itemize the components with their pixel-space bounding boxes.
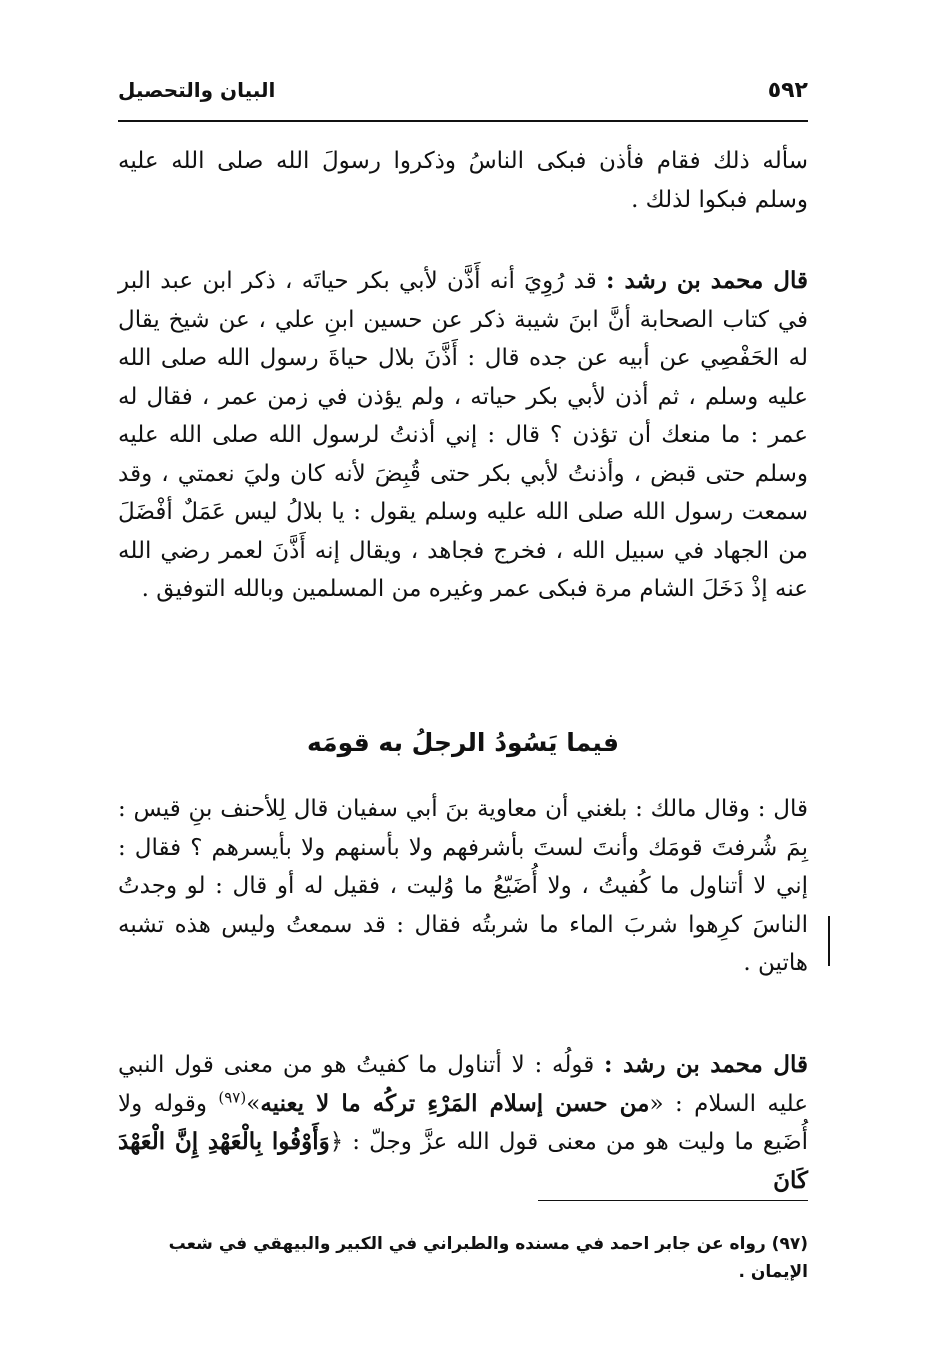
paragraph-3-text: قال : وقال مالك : بلغني أن معاوية بنَ أبي سفيان قال لِلأحنف بنِ قيس : بِمَ شُرفتَ قومَك وأنتَ لستَ بأشرفهم ولا بأسنهم ولا بأيسرهم ؟ فقال : إني لا أتناول ما كُفيتُ ، ولا أُضَيّعُ ما وُليت ، فقيل له أو قال : لو وجدتُ الناسَ كرِهوا شربَ الماء ما شربتُه فقال : قد سمعتُ وليس هذه تشبه هاتين . [118,796,808,976]
paragraph-2 [118,262,808,609]
paragraph-4-text-b: » [246,1090,261,1117]
page-number: ٥٩٢ [767,78,808,103]
quran-quote: وَأَوْفُوا بِالْعَهْدِ إِنَّ الْعَهْدَ كَانَ [118,1128,808,1194]
paragraph-2-lead: قال محمد بن رشد : [606,267,808,294]
paragraph-1 [118,142,808,219]
footnote [118,1230,808,1286]
footnote-rule [538,1200,808,1201]
section-heading: فيما يَسُودُ الرجلُ به قومَه [307,728,619,757]
margin-mark [828,916,830,966]
paragraph-3 [118,790,808,983]
paragraph-4 [118,1046,808,1200]
paragraph-1-text: سأله ذلك فقام فأذن فبكى الناسُ وذكروا رسولَ الله صلى الله عليه وسلم فبكوا لذلك . [118,148,808,213]
paragraph-4-text-a: قولُه : لا أتناول ما كفيتُ هو من معنى قول النبي عليه السلام : « [118,1052,809,1117]
running-title: البيان والتحصيل [118,78,276,102]
header-rule [118,120,808,122]
page-header [118,78,808,114]
footnote-text: (٩٧) رواه عن جابر احمد في مسنده والطبراني في الكبير والبيهقي في شعب الإيمان . [168,1234,808,1282]
paragraph-4-text-c: وقوله ولا أُضَيع ما وليت هو من معنى قول الله عزَّ وجلّ : ﴿ [118,1090,809,1155]
paragraph-4-lead: قال محمد بن رشد : [604,1051,808,1078]
hadith-quote: من حسن إسلام المَرْءِ تركُه ما لا يعنيه [260,1089,650,1117]
footnote-reference: (٩٧) [218,1087,247,1106]
paragraph-2-text: قد رُوِيَ أنه أَذَّن لأبي بكر حياتَه ، ذكر ابن عبد البر في كتاب الصحابة أنَّ ابنَ شيبة ذكر عن حسين ابنِ علي ، عن شيخ يقال له الحَفْصِي عن أبيه عن جده قال : أَذَّنَ بلال حياةَ رسول الله صلى الله عليه وسلم ، ثم أذن لأبي بكر حياته ، ولم يؤذن في زمن عمر ، فقال له عمر : ما منعك أن تؤذن ؟ قال : إني أذنتُ لرسول الله صلى الله عليه وسلم حتى قبض ، وأذنتُ لأبي بكر حتى قُبِضَ لأنه كان وليَ نعمتي ، وقد سمعت رسول الله صلى الله عليه وسلم يقول : يا بلالُ ليس عَمَلٌ أفْضَلَ من الجهاد في سبيل الله ، فخرج فجاهد ، ويقال إنه أَذَّنَ لعمر رضي الله عنه إذْ دَخَلَ الشام مرة فبكى عمر وغيره من المسلمين وبالله التوفيق . [118,268,809,602]
